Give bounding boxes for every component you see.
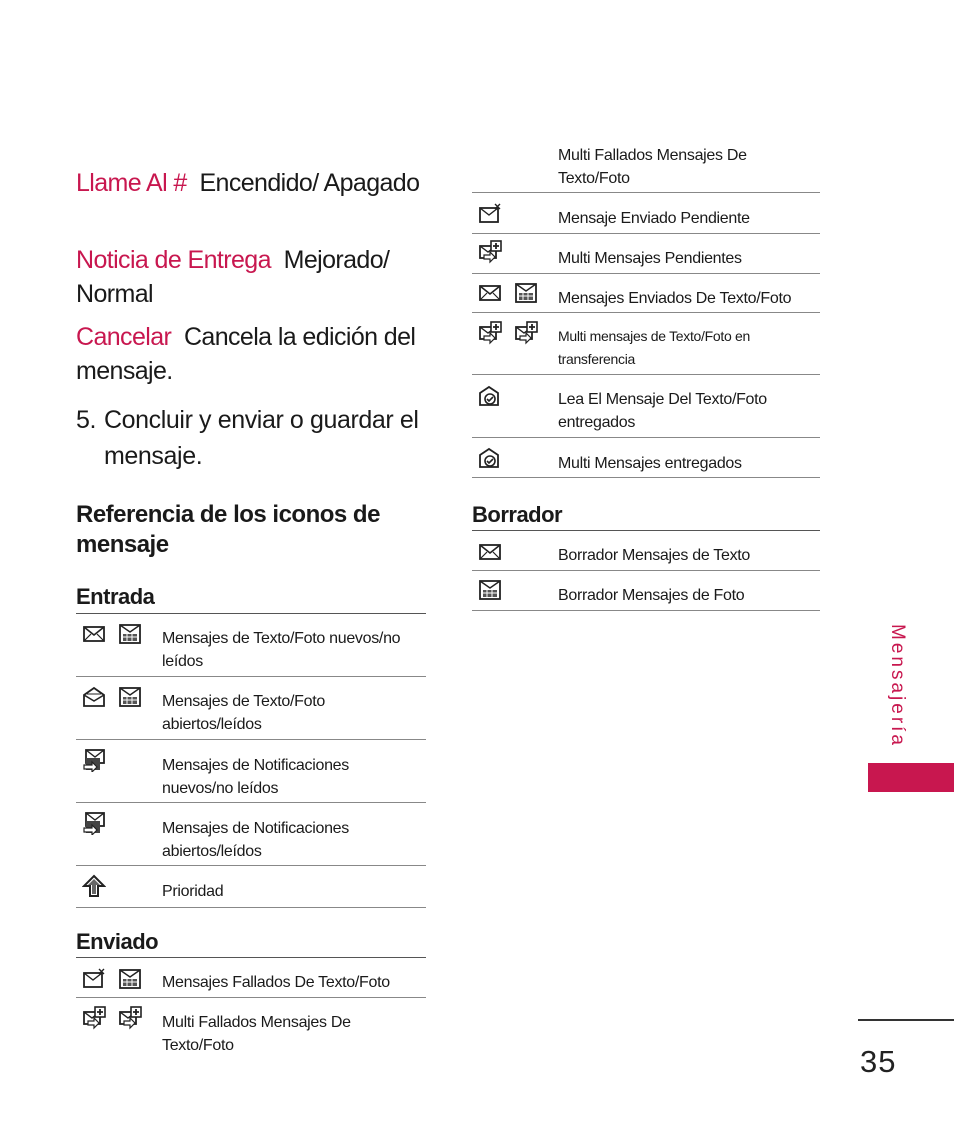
option-value: Cancela la edición del mensaje. <box>76 323 416 385</box>
multi-pending-icon <box>478 240 502 264</box>
multi-photo-failed-icon <box>118 1006 142 1030</box>
row-label: Multi Fallados Mensajes De Texto/Foto <box>162 1014 351 1054</box>
option-cancelar <box>76 320 426 388</box>
table-row <box>76 677 426 740</box>
page-number-rule <box>858 1019 954 1021</box>
row-label: Borrador Mensajes de Texto <box>558 547 751 564</box>
option-value: Encendido/ Apagado <box>199 169 420 197</box>
envelope-pending-icon <box>478 202 502 226</box>
step-5 <box>76 402 426 474</box>
entrada-table <box>76 613 426 908</box>
icon-reference-heading: Referencia de los iconos de mensaje <box>76 501 380 558</box>
envelope-open-photo-icon <box>118 685 142 709</box>
table-row <box>472 313 820 375</box>
side-tab-bar <box>868 763 954 792</box>
table-row <box>76 803 426 866</box>
enviado-table-part1 <box>76 957 426 1148</box>
row-label: Multi mensajes de Texto/Foto en transferencia <box>558 328 750 367</box>
section-title-enviado: Enviado <box>76 929 159 954</box>
table-row <box>76 998 426 1078</box>
enviado-table-part2 <box>472 147 820 478</box>
multi-delivered-icon <box>478 446 502 470</box>
draft-text-icon <box>478 540 502 564</box>
step-number: 5. <box>76 406 97 434</box>
row-label: Lea El Mensaje Del Texto/Foto entregados <box>558 391 767 431</box>
borrador-table <box>472 530 820 611</box>
table-row <box>472 531 820 571</box>
draft-photo-icon <box>478 578 502 602</box>
row-label: Mensajes de Texto/Foto abiertos/leídos <box>162 693 325 733</box>
table-row-continued <box>472 147 820 193</box>
option-key: Llame Al # <box>76 169 187 197</box>
table-row <box>76 958 426 998</box>
row-label: Mensajes Fallados De Texto/Foto <box>162 974 390 991</box>
side-tab-label: Mensajería <box>887 624 908 748</box>
notification-open-icon <box>82 811 106 835</box>
row-label: Mensaje Enviado Pendiente <box>558 210 750 227</box>
table-row <box>472 234 820 274</box>
table-row <box>472 571 820 611</box>
row-label: Multi Mensajes Pendientes <box>558 250 742 267</box>
multi-failed-icon <box>82 1006 106 1030</box>
row-label: Multi Mensajes entregados <box>558 455 742 472</box>
row-label: Prioridad <box>162 883 224 900</box>
table-row <box>76 740 426 803</box>
photo-failed-icon <box>118 967 142 991</box>
envelope-failed-icon <box>82 967 106 991</box>
row-label: Mensajes de Notificaciones nuevos/no leídos <box>162 757 349 797</box>
photo-sent-icon <box>514 281 538 305</box>
table-row <box>472 193 820 234</box>
delivered-read-icon <box>478 384 502 408</box>
envelope-closed-icon <box>82 622 106 646</box>
multi-photo-transfer-icon <box>514 321 538 345</box>
section-title-entrada: Entrada <box>76 584 155 609</box>
notification-new-icon <box>82 748 106 772</box>
row-label: Borrador Mensajes de Foto <box>558 587 745 604</box>
table-row <box>472 375 820 438</box>
table-row <box>472 438 820 478</box>
row-label: Mensajes de Notificaciones abiertos/leídos <box>162 820 349 860</box>
page-number: 35 <box>860 1044 897 1079</box>
priority-arrow-icon <box>82 874 106 898</box>
envelope-sent-icon <box>478 281 502 305</box>
option-llame <box>76 166 426 200</box>
row-label: Mensajes de Texto/Foto nuevos/no leídos <box>162 630 401 670</box>
table-row <box>76 614 426 677</box>
row-label: Mensajes Enviados De Texto/Foto <box>558 290 792 307</box>
envelope-photo-icon <box>118 622 142 646</box>
section-title-borrador: Borrador <box>472 502 563 527</box>
option-key: Cancelar <box>76 323 172 351</box>
row-label-continued: Multi Fallados Mensajes De Texto/Foto <box>558 147 747 187</box>
envelope-open-icon <box>82 685 106 709</box>
option-value: Mejorado/ Normal <box>76 246 390 308</box>
multi-transfer-icon <box>478 321 502 345</box>
option-key: Noticia de Entrega <box>76 246 271 274</box>
option-noticia <box>76 243 426 311</box>
table-row <box>472 274 820 313</box>
step-text: Concluir y enviar o guardar el mensaje. <box>104 406 419 470</box>
table-row <box>76 866 426 908</box>
